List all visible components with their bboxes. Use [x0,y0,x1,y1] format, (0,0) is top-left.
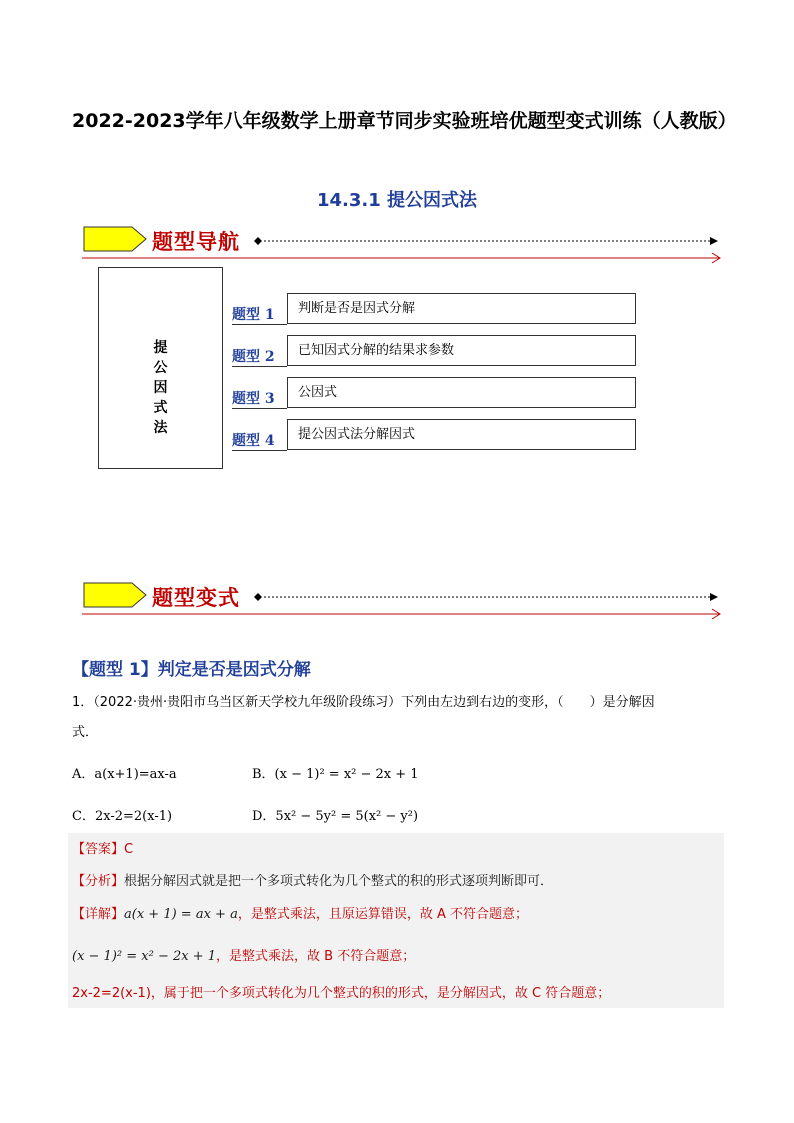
analysis-line [72,872,722,892]
detail-text-3: ，属于把一个多项式转化为几个整式的积的形式，是分解因式，故 C 符合题意； [150,986,611,1001]
mindmap-item-box: 已知因式分解的结果求参数 [287,335,636,366]
mindmap-item-box: 公因式 [287,377,636,408]
question-text [72,688,732,748]
detail-math-2: (x − 1)² = x² − 2x + 1 [72,949,217,964]
section-heading: 【题型 1】判定是否是因式分解 [72,660,311,680]
option-b: B．(x − 1)² = x² − 2x + 1 [252,767,419,782]
mindmap-center-box [98,267,223,469]
question-line-2: 式． [72,725,99,740]
connector-line [232,408,287,409]
mindmap-item-box: 判断是否是因式分解 [287,293,636,324]
detail-line-3 [72,984,722,1004]
connector-line [232,450,287,451]
analysis-text: 根据分解因式就是把一个多项式转化为几个整式的积的形式逐项判断即可． [124,874,554,889]
mindmap-char: 提 [153,340,168,356]
mindmap-char: 因 [153,380,168,396]
page-title: 2022-2023学年八年级数学上册章节同步实验班培优题型变式训练（人教版） [72,110,737,132]
banner-nav [82,224,727,264]
option-a: A．a(x+1)=ax-a [72,767,177,782]
question-line-1: 1．（2022·贵州·贵阳市乌当区新天学校九年级阶段练习）下列由左边到右边的变形，（ ）是分解因 [72,695,655,710]
detail-math-3: 2x-2=2(x-1) [72,986,151,1001]
answer-value: C [124,842,134,857]
mindmap-center-label [99,338,222,438]
mindmap-char: 公 [153,360,168,376]
option-d: D．5x² − 5y² = 5(x² − y²) [252,809,419,824]
detail-tag: 【详解】 [72,907,125,922]
mindmap-item-box: 提公因式法分解因式 [287,419,636,450]
detail-line-1 [72,905,722,925]
detail-math-1: a(x + 1) = ax + a [124,907,238,922]
mindmap-item-label: 题型 1 [232,307,275,323]
answer-line [72,840,133,860]
section-subtitle: 14.3.1 提公因式法 [316,190,478,211]
detail-line-2 [72,947,722,967]
detail-text-2: ，是整式乘法，故 B 不符合题意； [216,949,416,964]
banner-variants [82,580,727,620]
analysis-tag: 【分析】 [72,874,125,889]
mindmap-item-label: 题型 3 [232,391,275,407]
mindmap-item-label: 题型 4 [232,433,275,449]
mindmap-char: 法 [153,420,168,436]
banner-variants-label: 题型变式 [152,586,240,610]
mindmap-char: 式 [153,400,168,416]
connector-line [232,366,287,367]
detail-text-1: ，是整式乘法，且原运算错误，故 A 不符合题意； [237,907,528,922]
connector-line [232,324,287,325]
option-c: C．2x-2=2(x-1) [72,809,173,824]
mindmap-item-label: 题型 2 [232,349,275,365]
answer-tag: 【答案】 [72,842,125,857]
banner-nav-label: 题型导航 [152,230,240,254]
